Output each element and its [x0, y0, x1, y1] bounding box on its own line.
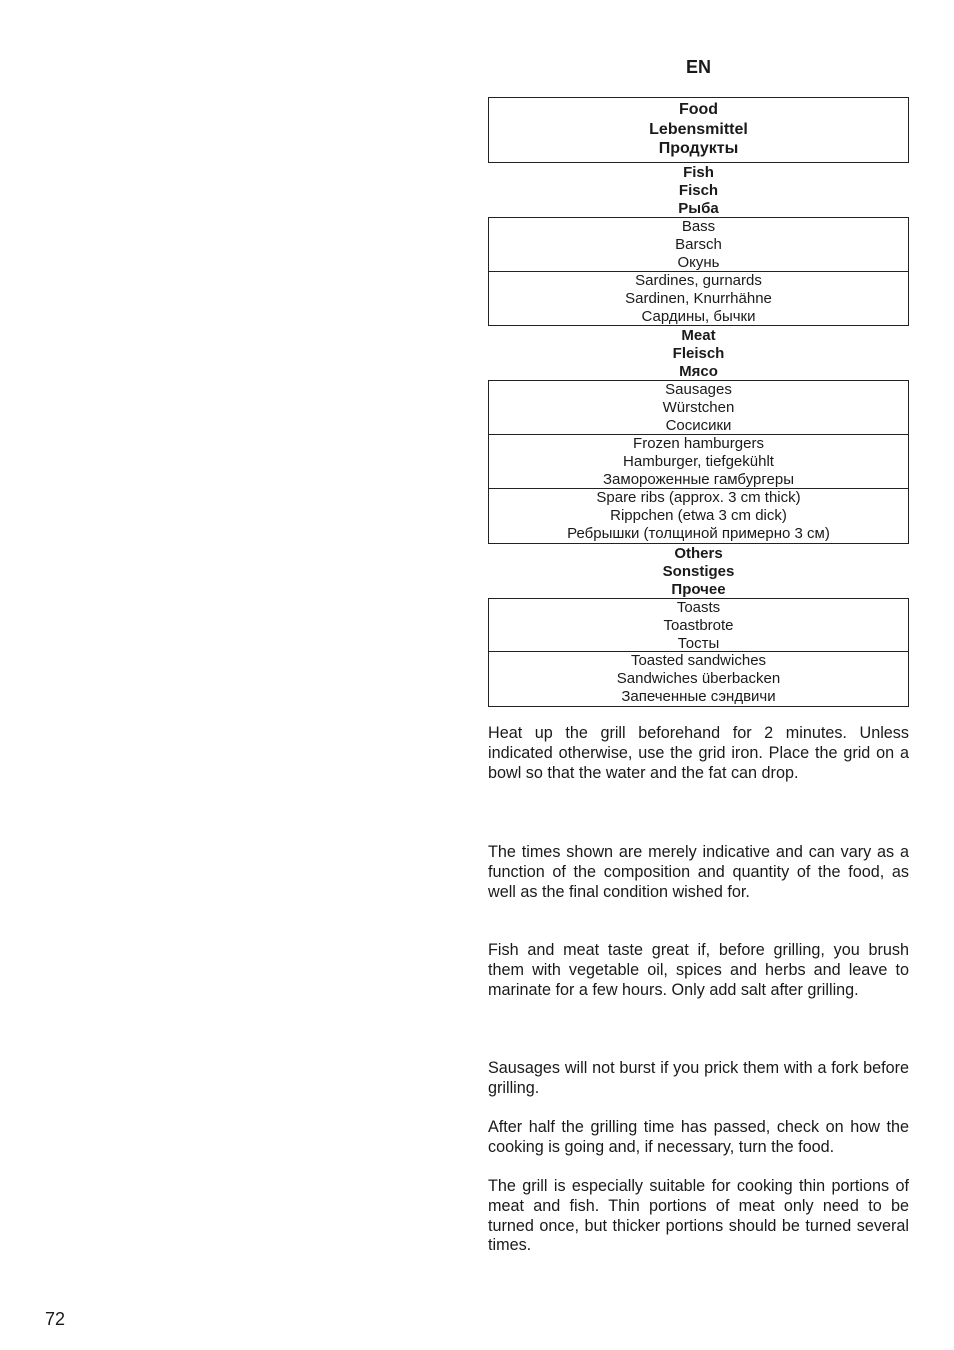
category-fish: [488, 163, 909, 217]
category-label: Мясо: [679, 363, 718, 380]
item-label: Toastbrote: [663, 616, 734, 634]
paragraph-preheat: Heat up the grill beforehand for 2 minutes. Unless indicated otherwise, use the grid iron. Place the grid on a bowl so that the water and the fat can drop.: [488, 724, 909, 782]
item-label: Hamburger, tiefgekühlt: [623, 452, 774, 470]
item-label: Frozen hamburgers: [633, 434, 764, 452]
table-row: [488, 489, 909, 544]
item-label: Sausages: [665, 381, 732, 398]
item-label: Sandwiches überbacken: [616, 670, 781, 687]
table-row: [488, 217, 909, 272]
category-label: Sonstiges: [662, 562, 735, 580]
item-label: Bass: [681, 218, 716, 235]
item-label: Сосисики: [665, 417, 732, 434]
item-label: Toasted sandwiches: [630, 652, 767, 669]
item-label: Сардины, бычки: [641, 307, 756, 325]
item-label: Spare ribs (approx. 3 cm thick): [596, 489, 801, 506]
item-label: Тосты: [677, 634, 720, 652]
item-label: Sardinen, Knurrhähne: [625, 289, 772, 307]
item-label: Замороженные гамбургеры: [603, 470, 794, 488]
item-label: Запеченные сэндвичи: [621, 688, 776, 705]
page-number: 72: [45, 1309, 66, 1329]
category-label: Others: [674, 544, 723, 562]
item-label: Окунь: [677, 254, 720, 271]
header-de: Lebensmittel: [649, 120, 748, 138]
table-row: [488, 598, 909, 653]
item-label: Rippchen (etwa 3 cm dick): [610, 507, 787, 524]
category-label: Meat: [681, 327, 716, 344]
header-en: Food: [678, 101, 719, 118]
category-meat: [488, 326, 909, 380]
paragraph-times: The times shown are merely indicative and can vary as a function of the composition and quantity of the food, as well as the final condition wished for.: [488, 843, 909, 901]
paragraph-marinate: Fish and meat taste great if, before grilling, you brush them with vegetable oil, spices and herbs and leave to marinate for a few hours. Only add salt after grilling.: [488, 941, 909, 999]
item-label: Würstchen: [662, 399, 735, 416]
item-label: Toasts: [676, 598, 721, 616]
table-row: [488, 272, 909, 327]
category-label: Fisch: [678, 182, 719, 199]
item-label: Ребрышки (толщиной примерно 3 см): [567, 525, 830, 542]
header-ru: Продукты: [658, 140, 739, 157]
category-label: Рыба: [678, 200, 719, 217]
category-label: Прочее: [671, 580, 726, 598]
item-label: Sardines, gurnards: [635, 271, 762, 289]
item-label: Barsch: [675, 236, 722, 253]
paragraph-sausages: Sausages will not burst if you prick them with a fork before grilling.: [488, 1059, 909, 1097]
category-others: [488, 544, 909, 598]
food-table: [488, 97, 909, 707]
paragraph-thin-portions: The grill is especially suitable for cooking thin portions of meat and fish. Thin portions of meat only need to be turned once, but thicker portions should be turned several times.: [488, 1177, 909, 1255]
table-row: [488, 380, 909, 435]
table-header: [488, 97, 909, 163]
category-label: Fish: [683, 164, 714, 181]
table-row: [488, 652, 909, 707]
category-label: Fleisch: [672, 345, 725, 362]
paragraph-turn: After half the grilling time has passed, check on how the cooking is going and, if necessary, turn the food.: [488, 1118, 909, 1156]
language-code: EN: [685, 57, 711, 77]
table-row: [488, 435, 909, 490]
